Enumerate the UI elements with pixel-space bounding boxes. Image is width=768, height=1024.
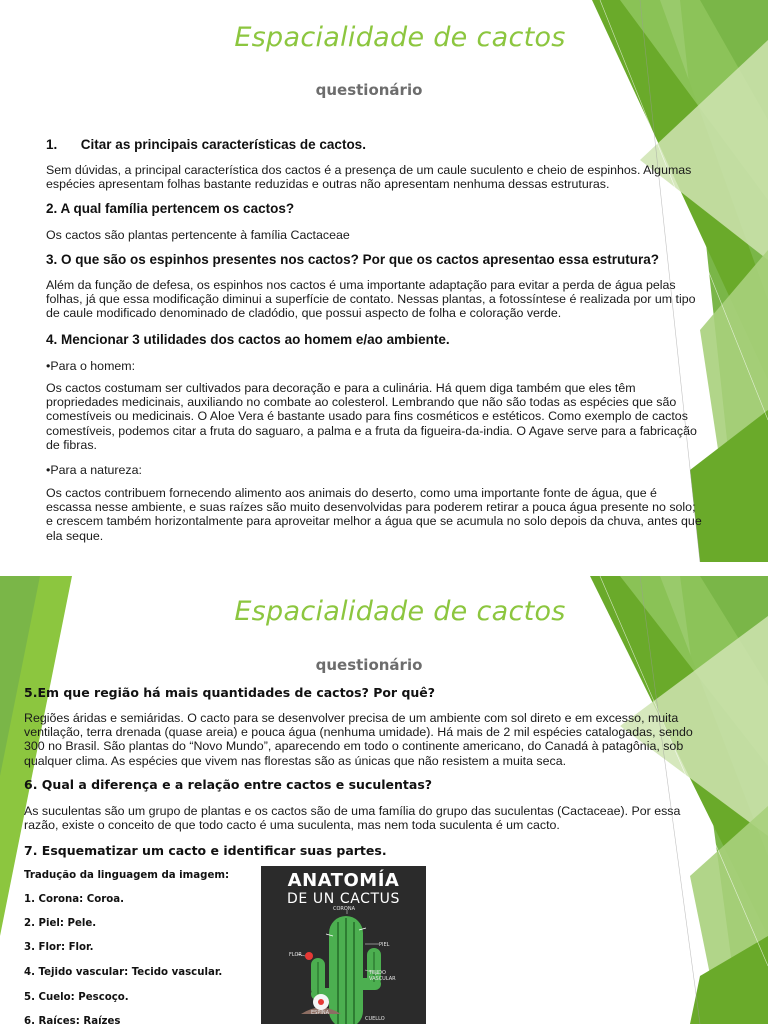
question-2: 2. A qual família pertencem os cactos? [46, 201, 295, 216]
answer-5 [24, 711, 693, 768]
poster-subtitle: DE UN CACTUS [286, 891, 400, 907]
bullet-para-a-natureza [46, 463, 142, 477]
poster-label-cuello: CUELLO [365, 1016, 385, 1022]
answer-3 [46, 278, 696, 321]
question-7: 7. Esquematizar um cacto e identificar suas partes. [24, 843, 387, 858]
answer-1-line: Sem dúvidas, a principal característica dos cactos é a presença de um caule suculento e cheio de espinhos. Algumas [46, 163, 692, 177]
caption-item: 5. Cuelo: Pescoço. [24, 992, 129, 1003]
answer-5-line: Regiões áridas e semiáridas. O cacto para se desenvolver precisa de um ambiente com sol direto e em excesso, muita [24, 711, 679, 725]
question-4: 4. Mencionar 3 utilidades dos cactos ao homem e/ao ambiente. [46, 332, 450, 347]
answer-2-line: Os cactos são plantas pertencente à família Cactaceae [46, 228, 350, 242]
answer-4-natureza-line: e crescem também horizontalmente para aproveitar melhor a água que se acumula no solo depois da chuva, antes que [46, 514, 702, 529]
answer-4-homem [46, 381, 697, 452]
cactus-anatomy-poster [261, 866, 426, 1024]
slide-subtitle: questionário [315, 656, 423, 674]
poster-label-espina: ESPINA [311, 1010, 329, 1016]
answer-4-natureza-line: escassa nesse ambiente, e suas raízes são muito desenvolvidas para poderem retirar a pouca água presente no solo; [46, 500, 696, 515]
slide-separator [0, 562, 768, 576]
bullet-label: •Para o homem: [46, 359, 136, 373]
question-1 [46, 137, 366, 152]
answer-2 [46, 228, 350, 242]
caption-item: 6. Raíces: Raízes [24, 1016, 121, 1024]
slide-2 [0, 576, 768, 1024]
caption-title: Tradução da linguagem da imagem: [24, 870, 230, 881]
question-1-number: 1. [46, 137, 58, 152]
caption-item: 3. Flor: Flor. [24, 942, 94, 953]
slide-subtitle: questionário [315, 81, 423, 99]
answer-4-line: Os cactos costumam ser cultivados para decoração e para a culinária. Há quem diga também que eles têm [46, 381, 636, 395]
answer-6 [24, 804, 680, 832]
poster-label-piel: PIEL [379, 942, 390, 948]
question-1-text: Citar as principais características de cactos. [80, 137, 366, 152]
caption-item: 4. Tejido vascular: Tecido vascular. [24, 967, 223, 978]
caption-item: 1. Corona: Coroa. [24, 894, 124, 905]
answer-4-line: de fibras. [46, 437, 97, 452]
poster-label-flor: FLOR [289, 952, 302, 958]
answer-3-line: de caule modificado denominado de cladódio, que possui aspecto de folha e coloração verde. [46, 306, 562, 321]
answer-5-line: ventilação, terra drenada (quase areia) e pouca água (nenhuma umidade). Há mais de 2 mil espécies catalogadas, sendo [24, 725, 693, 740]
question-3: 3. O que são os espinhos presentes nos cactos? Por que os cactos apresentao essa estrutura? [46, 252, 659, 267]
answer-4-natureza-line: ela seque. [46, 528, 104, 543]
answer-5-line: qualquer clima. As espécies que vivem nas florestas são as únicas que não resistem a muita seca. [24, 753, 567, 768]
answer-4-line: comestíveis ou medicinais. O Aloe Vera é bastante usado para fins cosméticos e estéticos. Como exemplo de cactos [46, 409, 688, 424]
answer-3-line: folhas, já que essa modificação diminui a superfície de contato. Nessas plantas, a fotossíntese é realizada por um tipo [46, 292, 696, 307]
poster-label-tejido-vascular: TEJIDO VASCULAR [369, 970, 396, 982]
answer-1 [46, 163, 691, 191]
bullet-label: •Para a natureza: [46, 463, 142, 477]
slide-title: Espacialidade de cactos [234, 596, 566, 627]
answer-5-line: 300 no Brasil. São plantas do “Novo Mundo”, aparecendo em todo o continente americano, do Canadá à patagônia, sob [24, 739, 684, 754]
bullet-para-o-homem [46, 359, 135, 373]
poster-label-corona: CORONA [333, 906, 355, 912]
answer-4-line: comestíveis, podemos citar a fruta do saguaro, a palma e a fruta da figueira-da-india. O Agave serve para a fabricação [46, 423, 697, 438]
answer-4-line: propriedades medicinais, auxiliando no combate ao colesterol. Lembrando que não são todas as espécies que são [46, 395, 677, 410]
answer-6-line: razão, existe o conceito de que todo cacto é uma suculenta, mas nem toda suculenta é um cacto. [24, 818, 560, 833]
question-5: 5.Em que região há mais quantidades de cactos? Por quê? [24, 685, 436, 700]
poster-title: ANATOMÍA [287, 870, 400, 891]
answer-4-natureza [46, 486, 702, 543]
answer-3-line: Além da função de defesa, os espinhos nos cactos é uma importante adaptação para evitar a perda de água pelas [46, 278, 676, 292]
answer-6-line: As suculentas são um grupo de plantas e os cactos são de uma família do grupo das suculentas (Cactaceae). Por essa [24, 804, 681, 818]
slide-title: Espacialidade de cactos [234, 22, 566, 53]
cactus-illustration [261, 866, 426, 1024]
answer-4-natureza-line: Os cactos contribuem fornecendo alimento aos animais do deserto, como uma importante fonte de água, que é [46, 486, 657, 500]
caption-item: 2. Piel: Pele. [24, 918, 97, 929]
question-6: 6. Qual a diferença e a relação entre cactos e suculentas? [24, 777, 433, 792]
answer-1-line: espécies apresentam folhas bastante reduzidas e outras não apresentam nenhuma dessas estruturas. [46, 177, 610, 192]
